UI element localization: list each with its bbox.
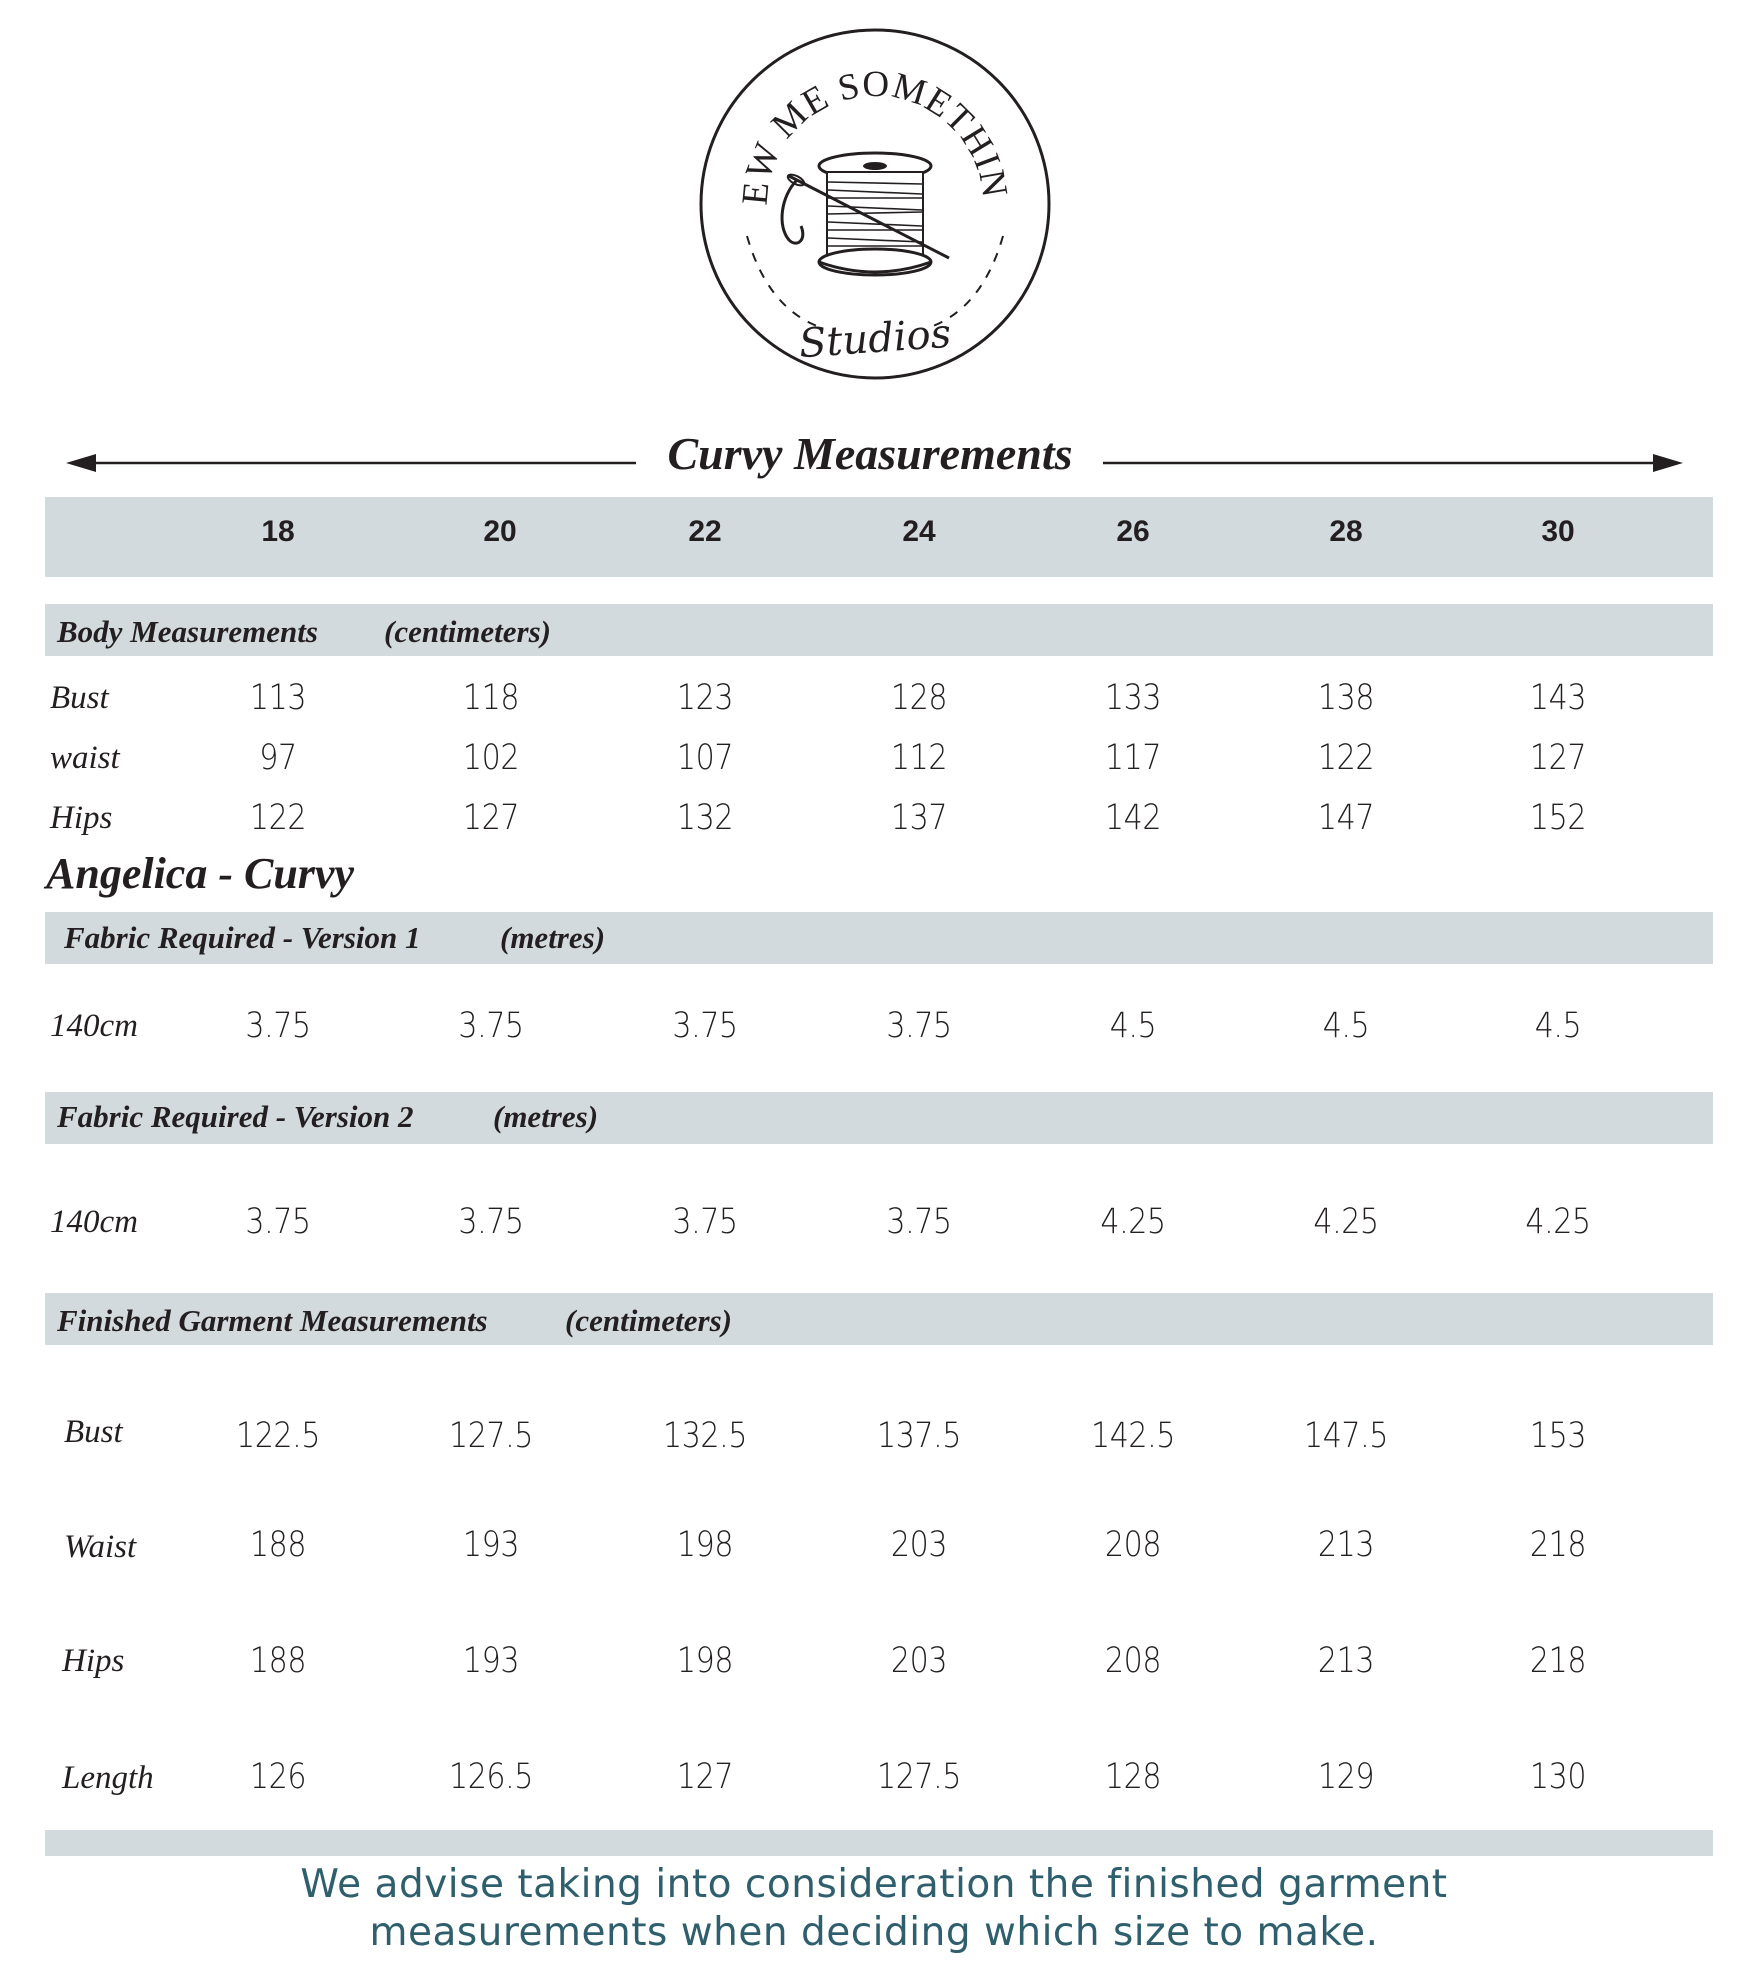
table-cell: 4.5 [1322, 1006, 1370, 1046]
title-arrow-left [66, 452, 636, 474]
arrow-right-icon [1103, 452, 1683, 474]
table-cell: 188 [249, 1641, 307, 1681]
table-cell: 127.5 [876, 1757, 962, 1797]
table-cell: 102 [462, 738, 520, 778]
fabric-v1-unit: (metres) [500, 920, 606, 955]
table-cell: 3.75 [672, 1202, 738, 1242]
table-cell: 143 [1529, 678, 1587, 718]
spool-icon [819, 153, 931, 275]
table-cell: 128 [890, 678, 948, 718]
row-label: 140cm [50, 1008, 138, 1044]
table-cell: 203 [890, 1641, 948, 1681]
row-label: Hips [50, 800, 113, 836]
row-label: waist [50, 740, 120, 776]
finished-garment-unit: (centimeters) [565, 1303, 733, 1338]
size-header: 18 [261, 515, 295, 548]
table-cell: 132.5 [662, 1416, 748, 1456]
table-cell: 218 [1529, 1525, 1587, 1565]
arrow-left-icon [66, 452, 636, 474]
size-header: 28 [1329, 515, 1363, 548]
finished-garment-title: Finished Garment Measurements [57, 1303, 488, 1338]
table-cell: 153 [1529, 1416, 1587, 1456]
table-cell: 142.5 [1090, 1416, 1176, 1456]
table-cell: 4.5 [1534, 1006, 1582, 1046]
table-cell: 123 [676, 678, 734, 718]
table-cell: 126 [249, 1757, 307, 1797]
table-cell: 4.25 [1313, 1202, 1379, 1242]
table-cell: 122 [249, 798, 307, 838]
table-cell: 130 [1529, 1757, 1587, 1797]
table-cell: 122.5 [235, 1416, 321, 1456]
table-cell: 208 [1104, 1641, 1162, 1681]
table-cell: 3.75 [886, 1202, 952, 1242]
row-label: Bust [64, 1414, 123, 1450]
table-cell: 4.25 [1525, 1202, 1591, 1242]
footer-note-line2: measurements when deciding which size to make. [369, 1910, 1379, 1955]
table-cell: 188 [249, 1525, 307, 1565]
table-cell: 4.5 [1109, 1006, 1157, 1046]
fabric-v1-title: Fabric Required - Version 1 [64, 920, 421, 955]
table-cell: 113 [249, 678, 307, 718]
size-header: 30 [1541, 515, 1575, 548]
size-header: 20 [483, 515, 517, 548]
logo-seal [697, 26, 1053, 382]
table-cell: 193 [462, 1525, 520, 1565]
fabric-v2-unit: (metres) [493, 1099, 599, 1134]
table-cell: 147.5 [1303, 1416, 1389, 1456]
table-cell: 127 [1529, 738, 1587, 778]
table-cell: 3.75 [458, 1202, 524, 1242]
table-cell: 137.5 [876, 1416, 962, 1456]
logo-bottom-text: Studios [797, 310, 953, 368]
table-cell: 122 [1317, 738, 1375, 778]
table-cell: 208 [1104, 1525, 1162, 1565]
body-measurements-unit: (centimeters) [384, 614, 552, 649]
row-label: 140cm [50, 1204, 138, 1240]
table-cell: 142 [1104, 798, 1162, 838]
table-cell: 147 [1317, 798, 1375, 838]
table-cell: 127 [676, 1757, 734, 1797]
table-cell: 133 [1104, 678, 1162, 718]
table-cell: 198 [676, 1641, 734, 1681]
table-cell: 213 [1317, 1641, 1375, 1681]
brand-logo [697, 26, 1053, 382]
table-cell: 3.75 [245, 1202, 311, 1242]
table-cell: 4.25 [1100, 1202, 1166, 1242]
size-header: 26 [1116, 515, 1150, 548]
row-label: Waist [64, 1529, 137, 1565]
table-cell: 203 [890, 1525, 948, 1565]
logo-top-text: EW ME SOMETHIN [734, 63, 1016, 207]
table-cell: 3.75 [458, 1006, 524, 1046]
row-label: Hips [62, 1643, 125, 1679]
table-cell: 132 [676, 798, 734, 838]
fabric-v2-title: Fabric Required - Version 2 [57, 1099, 414, 1134]
table-cell: 193 [462, 1641, 520, 1681]
size-header: 24 [902, 515, 936, 548]
table-cell: 97 [259, 738, 297, 778]
row-label: Length [62, 1760, 154, 1796]
table-cell: 126.5 [448, 1757, 534, 1797]
table-cell: 213 [1317, 1525, 1375, 1565]
title-arrow-right [1103, 452, 1683, 474]
table-cell: 107 [676, 738, 734, 778]
size-header: 22 [688, 515, 722, 548]
table-cell: 3.75 [245, 1006, 311, 1046]
bottom-band [45, 1830, 1713, 1856]
table-cell: 152 [1529, 798, 1587, 838]
table-cell: 128 [1104, 1757, 1162, 1797]
table-cell: 137 [890, 798, 948, 838]
page-title: Curvy Measurements [667, 428, 1073, 479]
table-cell: 198 [676, 1525, 734, 1565]
table-cell: 129 [1317, 1757, 1375, 1797]
table-cell: 3.75 [886, 1006, 952, 1046]
row-label: Bust [50, 680, 109, 716]
table-cell: 138 [1317, 678, 1375, 718]
body-measurements-title: Body Measurements [57, 614, 318, 649]
footer-note-line1: We advise taking into consideration the finished garment [300, 1862, 1448, 1907]
table-cell: 118 [462, 678, 520, 718]
table-cell: 127 [462, 798, 520, 838]
table-cell: 3.75 [672, 1006, 738, 1046]
table-cell: 117 [1104, 738, 1162, 778]
pattern-title: Angelica - Curvy [46, 849, 354, 898]
table-cell: 127.5 [448, 1416, 534, 1456]
table-cell: 112 [890, 738, 948, 778]
table-cell: 218 [1529, 1641, 1587, 1681]
